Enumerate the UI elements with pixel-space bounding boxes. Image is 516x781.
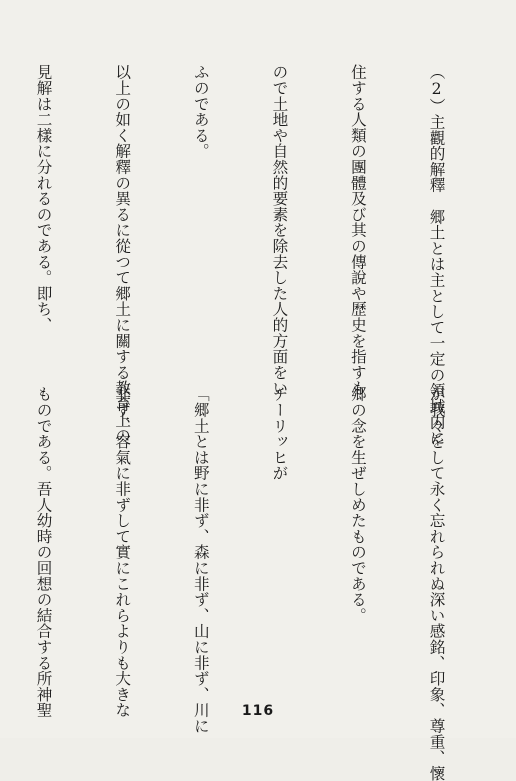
text-line: （2）主觀的解釋 郷土とは主として一定の領域内に: [427, 64, 446, 446]
text-line: 住する人類の團體及び其の傳說や歷史を指すも: [348, 64, 367, 396]
text-line: ので土地や自然的要素を除去した人的方面をい: [270, 64, 289, 396]
text-line: チーリッヒが: [270, 386, 289, 481]
quote-line: 「郷土とは野に非ず、森に非ず、山に非ず、川に: [191, 386, 210, 734]
text-line: 以上の如く解釋の異るに從つて郷土に關する教育上の: [113, 64, 132, 444]
quote-line: 非ず、容氣に非ずして實にこれらよりも大きな: [113, 386, 132, 718]
quote-line: ものである。吾人幼時の回想の結合する所神聖: [34, 386, 53, 718]
page-number: 116: [241, 703, 275, 719]
text-line: が我々をして永く忘れられぬ深い感銘、印象、尊重、懷: [427, 386, 446, 781]
text-line: 見解は二樣に分れるのである。即ち、: [34, 64, 53, 333]
text-line: 郷の念を生ぜしめたものである。: [348, 386, 367, 623]
text-line: ふのである。: [191, 64, 210, 159]
